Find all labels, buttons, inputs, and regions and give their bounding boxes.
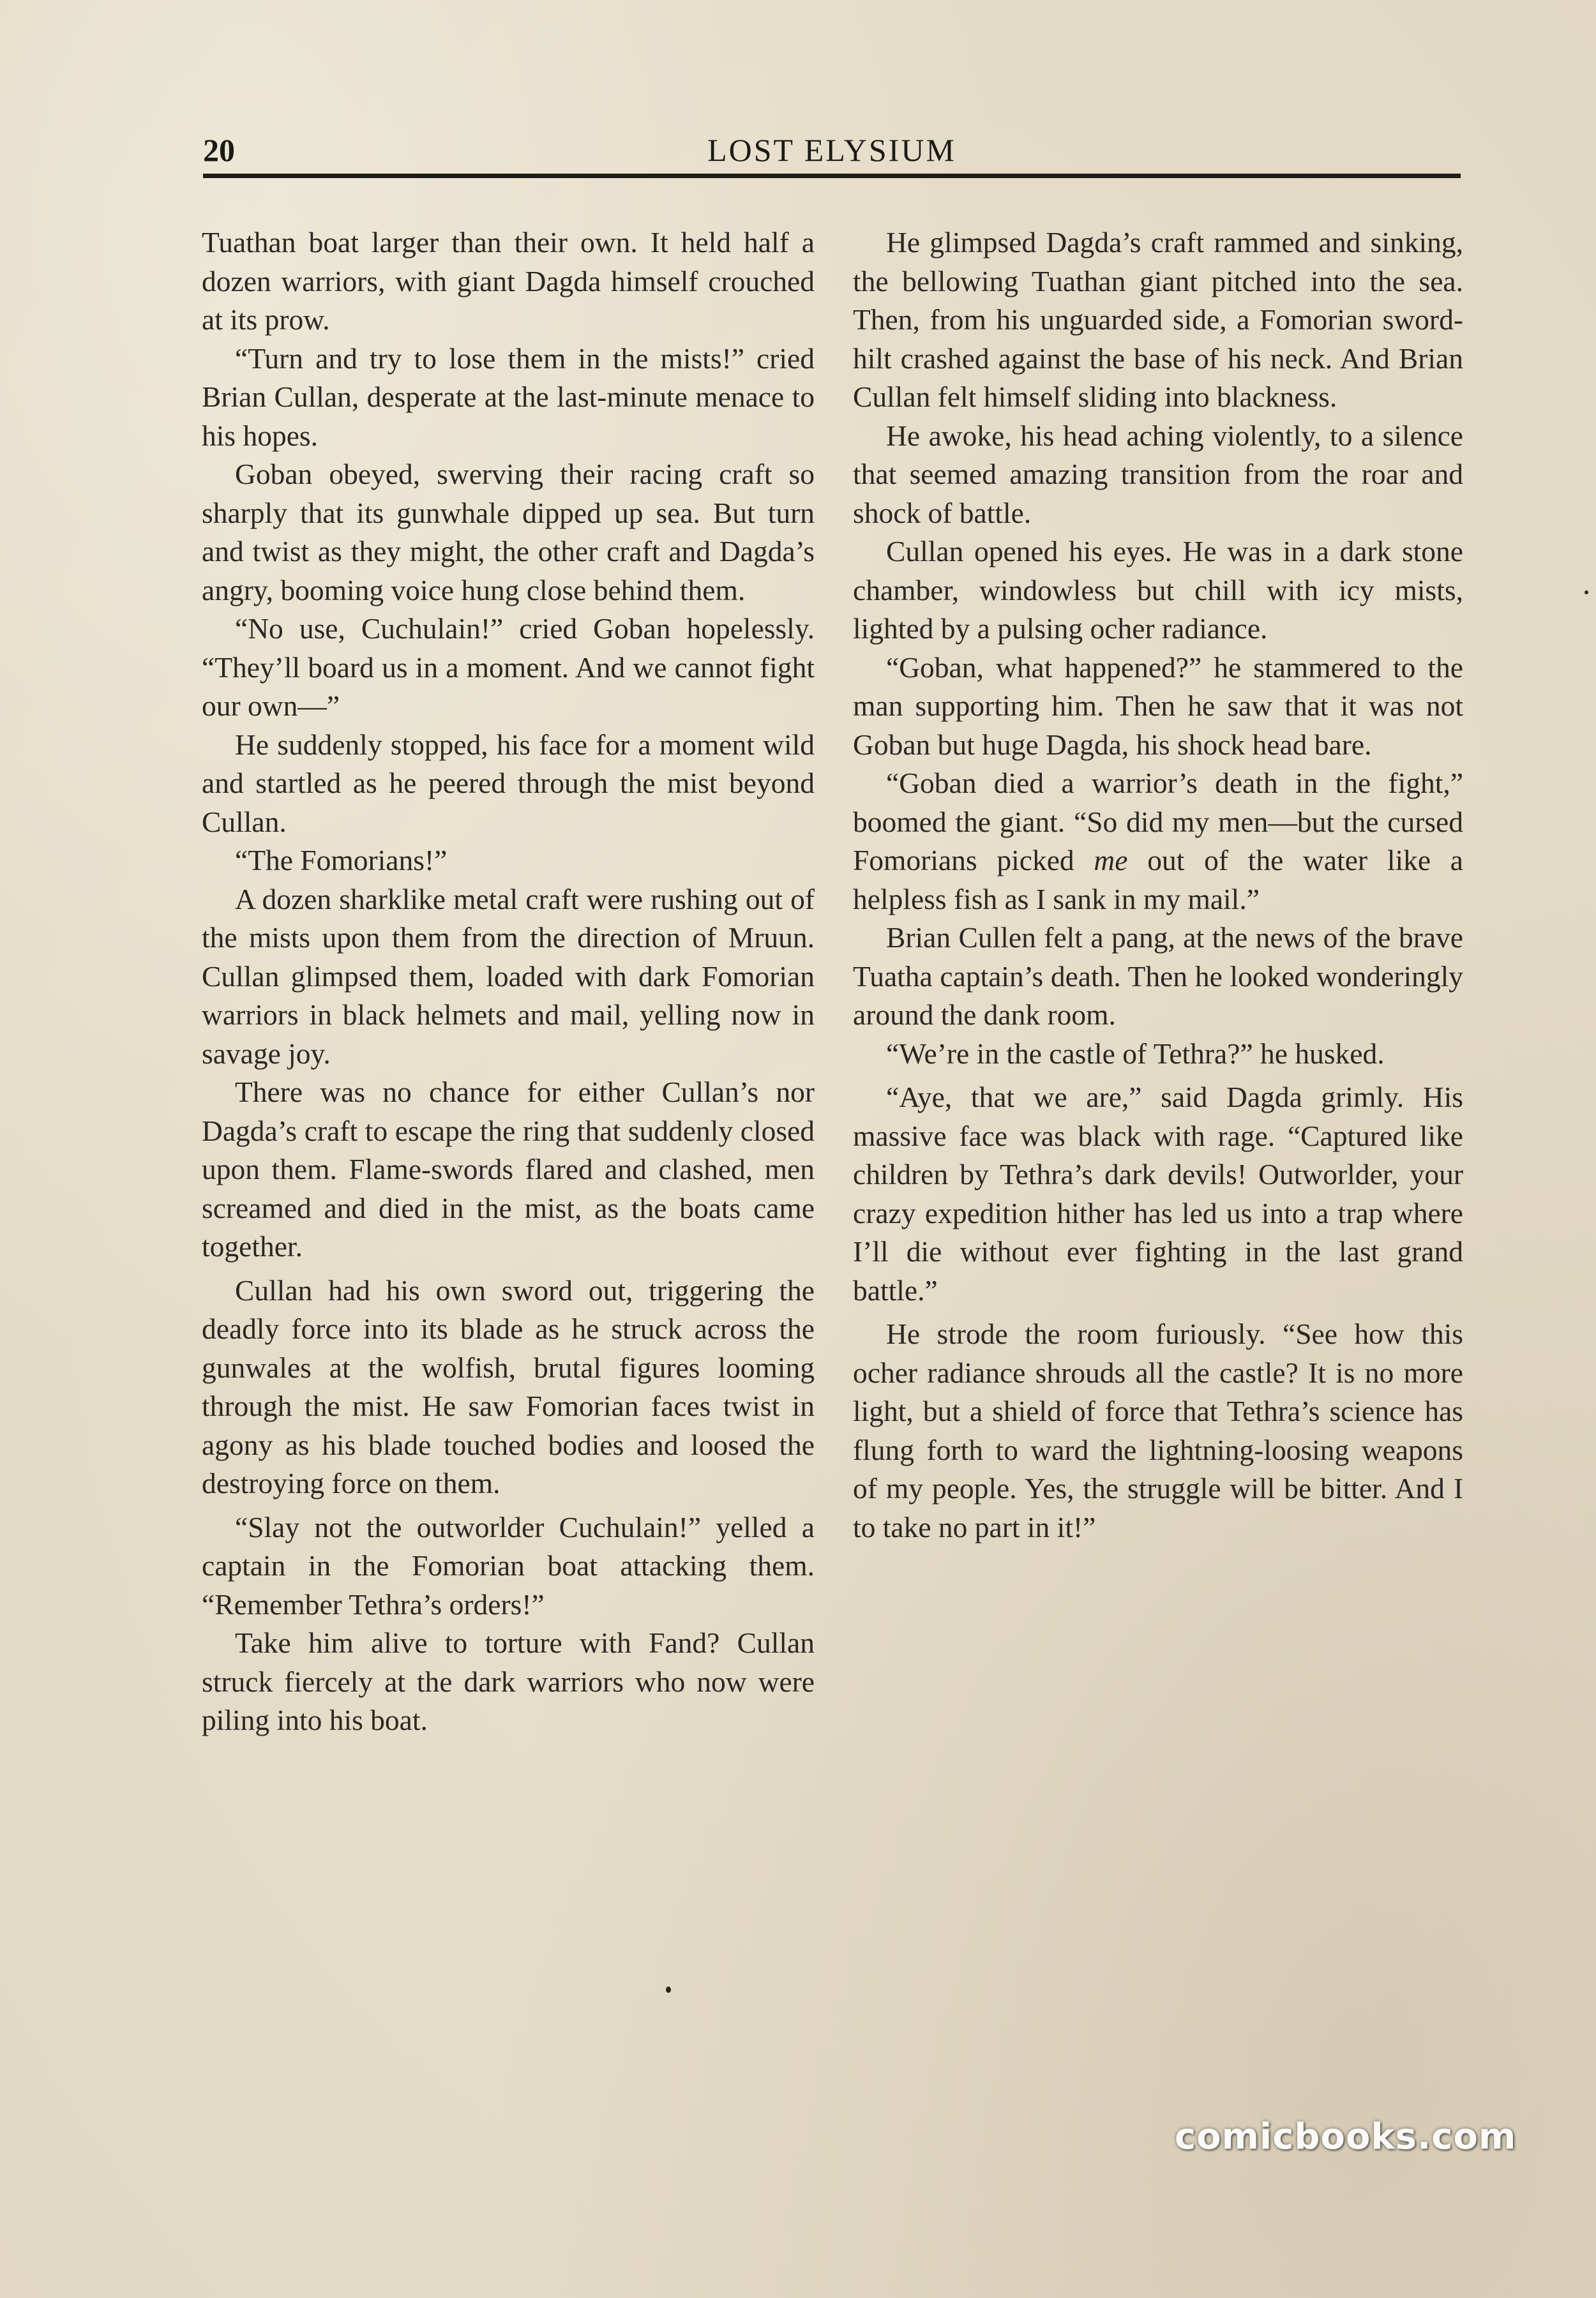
page-header: [203, 128, 1461, 179]
paragraph-text: out of the water like a helpless fish as I sank in my mail.”: [853, 844, 1463, 915]
watermark: comicbooks.com: [1175, 2116, 1517, 2158]
running-title: LOST ELYSIUM: [707, 132, 956, 168]
paragraph-text: “Goban died a warrior’s death in the fight,” boomed the giant. “So did my men—but the cursed Fomorians picked: [853, 767, 1463, 876]
paragraph: A dozen sharklike metal craft were rushing out of the mists upon them from the direction of Mruun. Cullan glimpsed them, loaded with dark Fomorian warriors in black helmets and mail, yelling now in savage joy.: [202, 882, 815, 1070]
paragraph: “No use, Cuchulain!” cried Goban hopelessly. “They’ll board us in a moment. And we cannot fight our own—”: [202, 612, 815, 722]
paragraph: He strode the room furiously. “See how this ocher radiance shrouds all the castle? It is no more light, but a shield of force that Tethra’s science has flung forth to ward the lightning-loosing weapons of my people. Yes, the struggle will be bitter. And I to take no part in it!”: [853, 1318, 1463, 1543]
paragraph: Take him alive to torture with Fand? Cullan struck fiercely at the dark warriors who now were piling into his boat.: [202, 1626, 815, 1736]
paragraph: He awoke, his head aching violently, to a silence that seemed amazing transition from the roar and shock of battle.: [853, 419, 1463, 529]
paragraph: Tuathan boat larger than their own. It held half a dozen warriors, with giant Dagda himself crouched at its prow.: [202, 226, 815, 336]
paragraph: “The Fomorians!”: [235, 844, 448, 876]
paragraph: “Turn and try to lose them in the mists!” cried Brian Cullan, desperate at the last-minute menace to his hopes.: [202, 342, 815, 452]
page-number: 20: [203, 132, 235, 168]
paragraph: “Slay not the outworlder Cuchulain!” yelled a captain in the Fomorian boat attacking them. “Remember Tethra’s orders!”: [202, 1510, 815, 1621]
paragraph: He glimpsed Dagda’s craft rammed and sinking, the bellowing Tuathan giant pitched into the sea. Then, from his unguarded side, a Fomorian sword-hilt crashed against the base of his neck. And Brian Cullan felt himself sliding into blackness.: [853, 226, 1463, 413]
paragraph: [853, 764, 1463, 919]
paragraph: Goban obeyed, swerving their racing craft so sharply that its gunwhale dipped up sea. But turn and twist as they might, the other craft and Dagda’s angry, booming voice hung close behind them.: [202, 458, 815, 606]
paragraph: “Goban, what happened?” he stammered to the man supporting him. Then he saw that it was not Goban but huge Dagda, his shock head bare.: [853, 650, 1463, 761]
print-speck: [666, 1986, 671, 1993]
paragraph: Brian Cullen felt a pang, at the news of the brave Tuatha captain’s death. Then he looked wonderingly around the dank room.: [853, 921, 1463, 1031]
paragraph: Cullan had his own sword out, triggering the deadly force into its blade as he struck across the gunwales at the wolfish, brutal figures looming through the mist. He saw Fomorian faces twist in agony as his blade touched bodies and loosed the destroying force on them.: [202, 1273, 815, 1499]
print-speck: [1585, 590, 1588, 594]
emphasis-text: me: [1094, 844, 1128, 876]
paragraph: “We’re in the castle of Tethra?” he husked.: [886, 1037, 1385, 1070]
right-column: [853, 223, 1463, 1547]
paragraph: He suddenly stopped, his face for a moment wild and startled as he peered through the mist beyond Cullan.: [202, 728, 815, 838]
header-rule: [203, 174, 1461, 178]
paragraph: “Aye, that we are,” said Dagda grimly. His massive face was black with rage. “Captured like children by Tethra’s dark devils! Outworlder, your crazy expedition hither has led us into a trap where I’ll die without ever fighting in the last grand battle.”: [853, 1081, 1463, 1307]
paragraph: There was no chance for either Cullan’s nor Dagda’s craft to escape the ring that suddenly closed upon them. Flame-swords flared and clashed, men screamed and died in the mist, as the boats came together.: [202, 1076, 815, 1263]
paragraph: Cullan opened his eyes. He was in a dark stone chamber, windowless but chill with icy mists, lighted by a pulsing ocher radiance.: [853, 535, 1463, 645]
left-column: [202, 223, 815, 1740]
